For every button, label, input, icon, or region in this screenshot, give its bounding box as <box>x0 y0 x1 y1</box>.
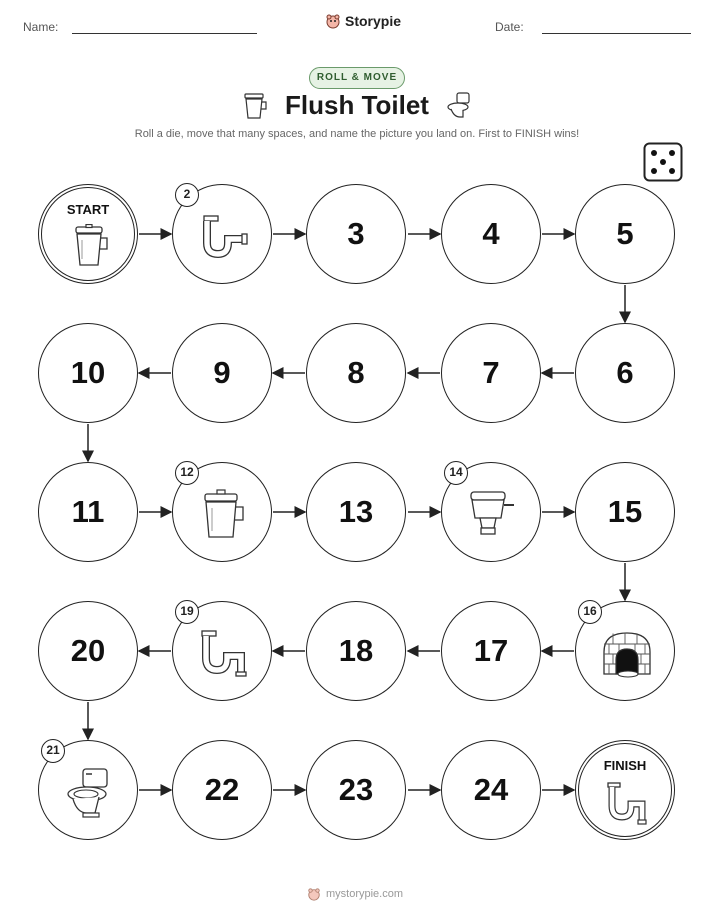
board-space-10[interactable] <box>38 323 138 423</box>
p-trap-pipe-icon <box>607 782 649 826</box>
board-space-14[interactable] <box>441 462 541 562</box>
name-label: Name: <box>23 20 59 34</box>
board-space-15[interactable] <box>575 462 675 562</box>
board-space-23[interactable] <box>306 740 406 840</box>
game-type-badge: ROLL & MOVE <box>309 67 405 89</box>
board-space-13[interactable] <box>306 462 406 562</box>
footer-url[interactable]: mystorypie.com <box>326 888 404 900</box>
space-number: 20 <box>70 633 106 668</box>
board-space-6[interactable] <box>575 323 675 423</box>
start-label: START <box>66 202 110 217</box>
board-space-19[interactable] <box>172 601 272 701</box>
space-number: 11 <box>71 494 105 529</box>
board-space-21[interactable] <box>38 740 138 840</box>
space-number-tag: 12 <box>175 461 199 485</box>
board-space-3[interactable] <box>306 184 406 284</box>
storypie-mascot-icon <box>307 887 321 901</box>
tank-lid-icon <box>202 489 246 541</box>
space-number: 4 <box>482 216 500 251</box>
finish-label: FINISH <box>603 758 647 773</box>
space-number: 8 <box>347 355 365 390</box>
space-number: 6 <box>616 355 634 390</box>
board-space-5[interactable] <box>575 184 675 284</box>
board-space-2[interactable] <box>172 184 272 284</box>
page-title: Flush Toilet <box>285 90 429 120</box>
board-space-7[interactable] <box>441 323 541 423</box>
brand-name: Storypie <box>345 13 402 29</box>
board-space-16[interactable] <box>575 601 675 701</box>
space-number: 5 <box>616 216 634 251</box>
space-number: 24 <box>473 772 509 807</box>
space-number: 15 <box>607 494 643 529</box>
tank-lid-icon <box>72 224 110 268</box>
board-space-18[interactable] <box>306 601 406 701</box>
space-number: 10 <box>70 355 106 390</box>
date-label: Date: <box>495 20 524 34</box>
board-space-24[interactable] <box>441 740 541 840</box>
space-number: 17 <box>473 633 509 668</box>
board-space-8[interactable] <box>306 323 406 423</box>
space-number: 22 <box>204 772 240 807</box>
footer <box>307 887 403 901</box>
board-space-4[interactable] <box>441 184 541 284</box>
board-space-17[interactable] <box>441 601 541 701</box>
space-number-tag: 21 <box>41 739 65 763</box>
space-number: 23 <box>338 772 374 807</box>
instructions: Roll a die, move that many spaces, and name the picture you land on. First to FINISH wins! <box>134 128 580 140</box>
board-space-finish[interactable] <box>575 740 675 840</box>
space-number: 18 <box>338 633 374 668</box>
space-number-tag: 16 <box>578 600 602 624</box>
board-space-12[interactable] <box>172 462 272 562</box>
space-number: 7 <box>482 355 500 390</box>
board-space-start[interactable] <box>38 184 138 284</box>
board-space-20[interactable] <box>38 601 138 701</box>
p-trap-pipe-icon <box>199 215 249 259</box>
space-number: 9 <box>213 355 231 390</box>
board-space-22[interactable] <box>172 740 272 840</box>
space-number-tag: 14 <box>444 461 468 485</box>
p-trap-pipe-icon <box>199 630 249 678</box>
board-space-9[interactable] <box>172 323 272 423</box>
toilet-tank-icon <box>468 490 518 538</box>
board-space-11[interactable] <box>38 462 138 562</box>
sewer-tunnel-icon <box>601 630 653 678</box>
space-number: 3 <box>347 216 365 251</box>
space-number-tag: 19 <box>175 600 199 624</box>
space-number-tag: 2 <box>175 183 199 207</box>
space-number: 13 <box>338 494 374 529</box>
toilet-icon <box>65 767 115 819</box>
